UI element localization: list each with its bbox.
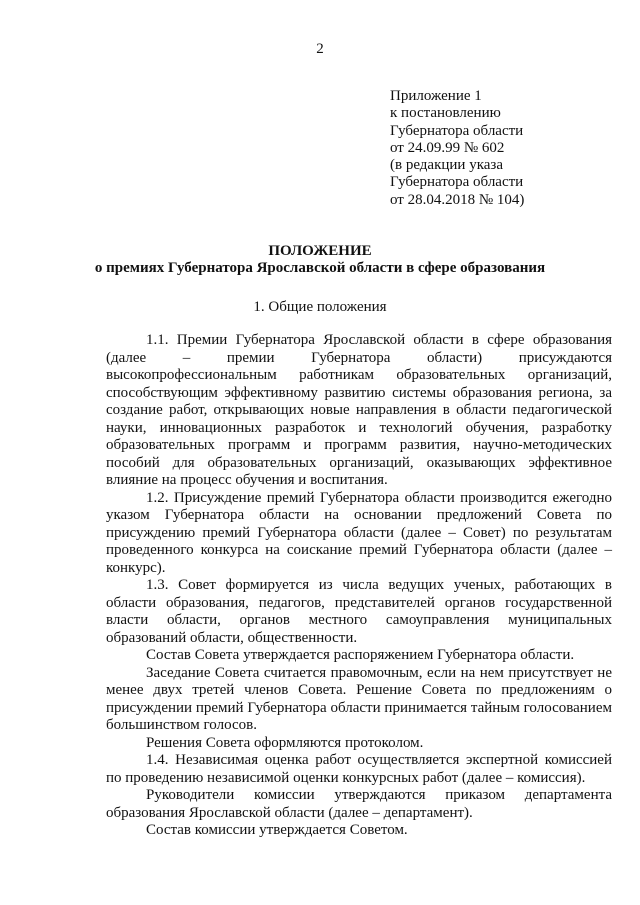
title-subtitle: о премиях Губернатора Ярославской области в сфере образования	[94, 260, 546, 276]
title-main: ПОЛОЖЕНИЕ	[268, 243, 372, 259]
appendix-line: Приложение 1	[390, 88, 482, 104]
appendix-line: к постановлению	[390, 105, 501, 122]
appendix-line: Губернатора области	[390, 122, 524, 139]
paragraph: 1.3. Совет формируется из числа ведущих ученых, работающих в области образования, педагогов, представителей органов государственной власти области, органов местного самоуправления муниципальных образований области, общественности.	[106, 577, 612, 646]
paragraph: 1.4. Независимая оценка работ осуществляется экспертной комиссией по проведению независимой оценки конкурсных работ (далее – комиссия).	[106, 752, 612, 786]
document-title	[0, 243, 640, 277]
paragraph: 1.2. Присуждение премий Губернатора области производится ежегодно указом Губернатора области на основании предложений Совета по присуждению премий Губернатора области (далее – Совет) по результатам проведенного конкурса на соискание премий Губернатора области (далее – конкурс).	[106, 489, 612, 576]
appendix-line: Губернатора области	[390, 174, 524, 191]
paragraph: Руководители комиссии утверждаются приказом департамента образования Ярославской области (далее – департамент).	[106, 787, 612, 821]
appendix-line: от 28.04.2018 № 104)	[390, 191, 525, 208]
paragraph: 1.1. Премии Губернатора Ярославской области в сфере образования (далее – премии Губернатора области) присуждаются высокопрофессиональным работникам образовательных организаций, способствующим эффективному развитию системы образования региона, за создание работ, открывающих новые направления в области педагогической науки, инновационных разработок и технологий обучения, разработку образовательных программ и программ развития, научно-методических пособий для образовательных организаций, оказывающих эффективное влияние на процесс обучения и воспитания.	[106, 332, 612, 488]
paragraph: Состав Совета утверждается распоряжением Губернатора области.	[146, 647, 575, 663]
appendix-line: от 24.09.99 № 602	[390, 139, 505, 156]
paragraph: Решения Совета оформляются протоколом.	[146, 734, 424, 751]
paragraph: Заседание Совета считается правомочным, если на нем присутствует не менее двух третей членов Совета. Решение Совета по предложениям о присуждении премий Губернатора области принимается тайным голосованием большинством голосов.	[106, 664, 612, 733]
page-number: 2	[316, 41, 324, 57]
section-heading: 1. Общие положения	[253, 299, 387, 315]
appendix-line: (в редакции указа	[390, 157, 503, 174]
body-text	[106, 332, 612, 840]
appendix-reference	[390, 88, 620, 209]
paragraph: Состав комиссии утверждается Советом.	[146, 822, 408, 838]
